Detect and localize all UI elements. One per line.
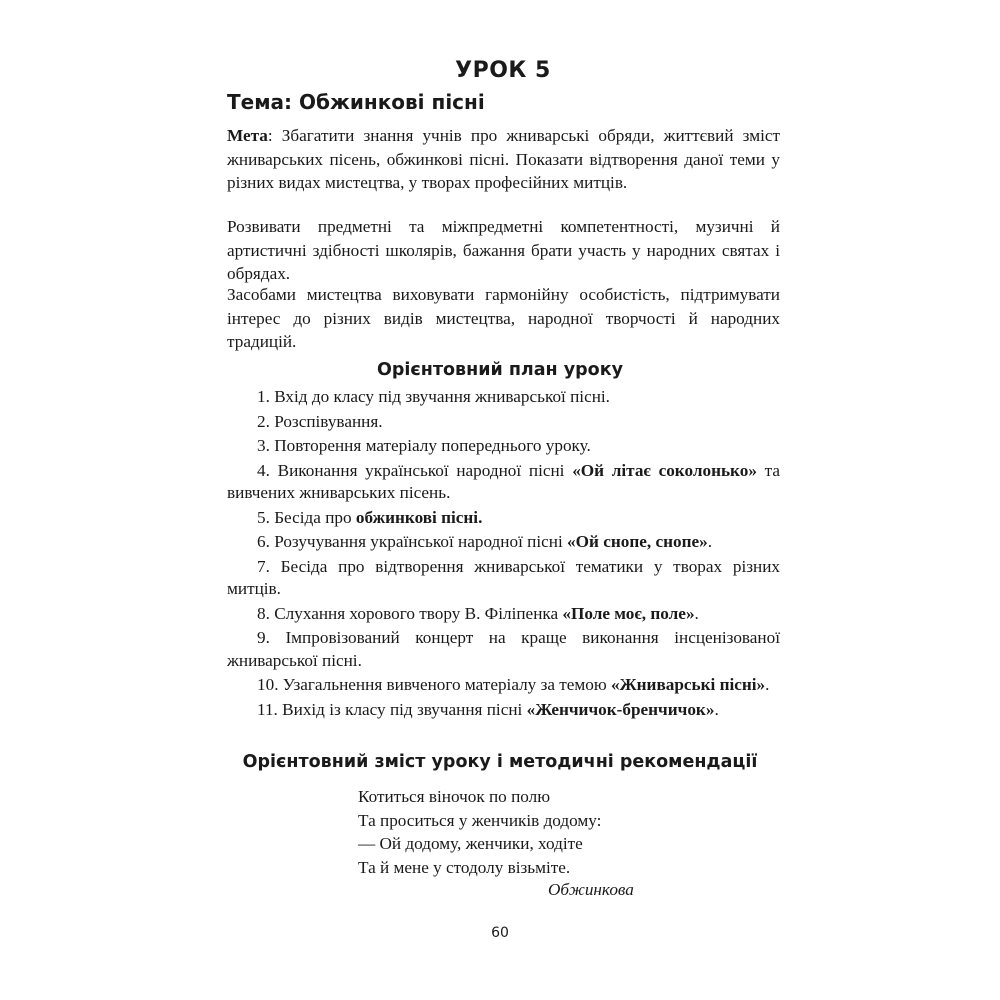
poem-line: Котиться віночок по полю [358, 787, 551, 806]
plan-item-number: 2. [257, 411, 270, 431]
plan-item-tail: . [707, 532, 713, 551]
poem-line: — Ой додому, женчики, ходіте [358, 834, 583, 853]
plan-item-number: 3. [257, 436, 270, 455]
plan-item-text: Бесіда про відтворення жниварської тематики у творах різних митців. [227, 556, 781, 598]
plan-item-text: Розспівування. [274, 411, 383, 431]
plan-item-number: 5. [257, 507, 270, 527]
plan-item-text: Повторення матеріалу попереднього уроку. [274, 436, 591, 455]
plan-item-tail: . [694, 603, 699, 623]
plan-item-number: 1. [257, 387, 270, 406]
plan-item [227, 556, 780, 601]
plan-item-text: Розучування української народної пісні [274, 532, 568, 551]
plan-item-song: «Поле моє, поле» [562, 603, 695, 623]
plan-item [227, 627, 780, 672]
page-number: 60 [491, 925, 509, 941]
education-paragraph [227, 283, 780, 354]
plan-item-number: 9. [257, 628, 270, 647]
plan-item [227, 386, 780, 409]
development-text: Розвивати предметні та міжпредметні компетентності, музичні й артистичні здібності школярів, бажання брати участь у народних святах і обрядах. [227, 217, 780, 283]
plan-item-tail: та вивчених жниварських пісень. [227, 460, 780, 502]
plan-item [227, 507, 780, 530]
plan-item [227, 411, 780, 434]
lesson-topic: Тема: Обжинкові пісні [227, 90, 485, 114]
plan-item-song: «Женчичок-бренчичок» [526, 699, 715, 719]
plan-item [227, 460, 780, 505]
plan-item-text: Вихід із класу під звучання пісні [282, 699, 527, 719]
poem-source: Обжинкова [548, 880, 634, 899]
plan-item-text: Узагальнення вивченого матеріалу за темою [282, 675, 612, 694]
goal-label: Мета [227, 126, 268, 145]
plan-item-tail: . [765, 675, 770, 694]
plan-item [227, 699, 780, 722]
plan-item-number: 7. [257, 556, 270, 576]
plan-item-text: Імпровізований концерт на краще виконання інсценізованої жниварської пісні. [227, 628, 781, 670]
lesson-title: УРОК 5 [455, 58, 551, 83]
plan-item-number: 8. [257, 603, 270, 623]
plan-item-number: 11. [257, 699, 278, 719]
plan-item [227, 435, 780, 458]
plan-item-number: 10. [257, 675, 279, 694]
plan-heading: Орієнтовний план уроку [377, 360, 623, 380]
plan-item-song: «Ой літає соколонько» [572, 460, 757, 480]
plan-item [227, 603, 780, 626]
plan-item-number: 6. [257, 532, 270, 551]
lesson-plan-list [227, 386, 780, 723]
education-text: Засобами мистецтва виховувати гармонійну особистість, підтримувати інтерес до різних видів мистецтва, народної творчості й народних традицій. [227, 285, 780, 351]
poem-line: Та й мене у стодолу візьміте. [358, 857, 571, 877]
goal-text: : Збагатити знання учнів про жниварські обряди, життєвий зміст жниварських пісень, обжинкові пісні. Показати відтворення даної теми у різних видах мистецтва, у творах професійних митців. [227, 126, 780, 192]
plan-item-text: Виконання української народної пісні [277, 460, 573, 480]
plan-item [227, 674, 780, 697]
plan-item-text: Бесіда про [274, 507, 356, 527]
development-paragraph [227, 215, 780, 286]
plan-item-song: обжинкові пісні. [355, 507, 483, 527]
poem-epigraph [358, 785, 601, 879]
plan-item-song: «Жниварські пісні» [611, 675, 766, 694]
goal-paragraph [227, 124, 780, 195]
plan-item [227, 531, 780, 554]
plan-item-number: 4. [257, 460, 270, 480]
plan-item-text: Вхід до класу під звучання жниварської пісні. [274, 387, 610, 406]
poem-line: Та проситься у женчиків додому: [358, 810, 602, 830]
plan-item-song: «Ой снопе, снопе» [567, 532, 708, 551]
content-heading: Орієнтовний зміст уроку і методичні рекомендації [242, 752, 758, 772]
plan-item-tail: . [714, 699, 719, 719]
plan-item-text: Слухання хорового твору В. Філіпенка [274, 603, 563, 623]
